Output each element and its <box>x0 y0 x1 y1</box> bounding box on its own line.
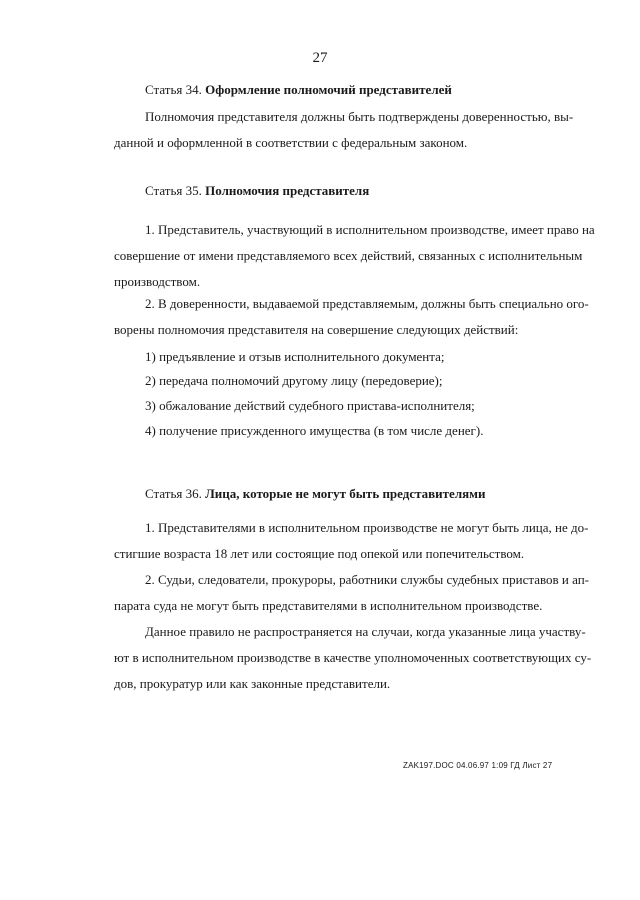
text-line: парата суда не могут быть представителями в исполнительном производстве. <box>114 598 543 613</box>
article-35-heading <box>145 183 369 199</box>
article-34-text <box>114 104 574 156</box>
text-line: совершение от имени представляемого всех действий, связанных с исполнительным <box>114 248 583 263</box>
text-line: данной и оформленной в соответствии с федеральным законом. <box>114 135 468 150</box>
article-36-paragraph-1 <box>114 515 589 567</box>
text-line: ворены полномочия представителя на совершение следующих действий: <box>114 322 519 337</box>
text-line: 1. Представителями в исполнительном производстве не могут быть лица, не до- <box>145 520 589 535</box>
article-35-label: Статья 35. <box>145 183 202 198</box>
footer-doc-info: ZAK197.DOC 04.06.97 1:09 ГД Лист 27 <box>403 761 553 770</box>
article-36-paragraph-2 <box>114 567 589 619</box>
article-36-heading <box>145 486 486 502</box>
list-item: 4) получение присужденного имущества (в том числе денег). <box>145 423 484 438</box>
page-number: 27 <box>312 50 328 66</box>
text-line: стигшие возраста 18 лет или состоящие под опекой или попечительством. <box>114 546 525 561</box>
text-line: Полномочия представителя должны быть подтверждены доверенностью, вы- <box>145 109 574 124</box>
article-36-label: Статья 36. <box>145 486 202 501</box>
article-36-title: Лица, которые не могут быть представителями <box>205 486 486 501</box>
text-line: 2. Судьи, следователи, прокуроры, работники службы судебных приставов и ап- <box>145 572 589 587</box>
article-34-label: Статья 34. <box>145 82 202 97</box>
text-line: Данное правило не распространяется на случаи, когда указанные лица участву- <box>145 624 586 639</box>
article-34-title: Оформление полномочий представителей <box>205 82 452 97</box>
list-item: 3) обжалование действий судебного пристава-исполнителя; <box>145 398 475 413</box>
text-line: ют в исполнительном производстве в качестве уполномоченных соответствующих су- <box>114 650 592 665</box>
text-line: 1. Представитель, участвующий в исполнительном производстве, имеет право на <box>145 222 595 237</box>
article-35-paragraph-2 <box>114 291 589 343</box>
article-35-title: Полномочия представителя <box>205 183 370 198</box>
list-item: 1) предъявление и отзыв исполнительного документа; <box>145 349 445 364</box>
text-line: дов, прокуратур или как законные представители. <box>114 676 391 691</box>
article-35-paragraph-1 <box>114 217 595 295</box>
list-item: 2) передача полномочий другому лицу (передоверие); <box>145 373 443 388</box>
article-36-paragraph-3 <box>114 619 592 697</box>
text-line: 2. В доверенности, выдаваемой представляемым, должны быть специально ого- <box>145 296 589 311</box>
text-line: производством. <box>114 274 201 289</box>
article-34-heading <box>145 82 452 98</box>
